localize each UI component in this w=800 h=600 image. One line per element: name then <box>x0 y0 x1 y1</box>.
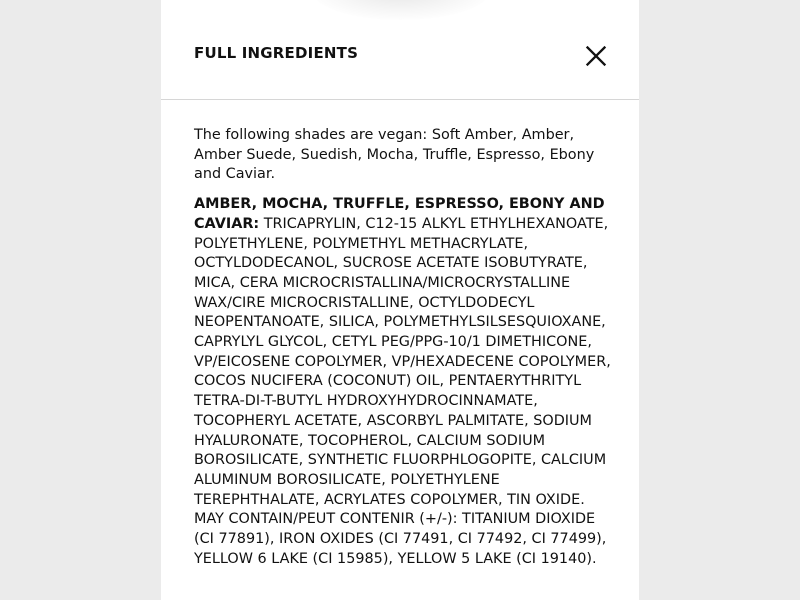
ingredients-list: TRICAPRYLIN, C12-15 ALKYL ETHYLHEXANOATE, POLYETHYLENE, POLYMETHYL METHACRYLATE, OCTYLDODECANOL, SUCROSE ACETATE ISOBUTYRATE, MICA, CERA MICROCRISTALLINA/MICROCRYSTALLINE WAX/CIRE MICROCRISTALLINE, OCTYLDODECYL NEOPENTANOATE, SILICA, POLYMETHYLSILSESQUIOXANE, CAPRYLYL GLYCOL, CETYL PEG/PPG-10/1 DIMETHICONE, VP/EICOSENE COPOLYMER, VP/HEXADECENE COPOLYMER, COCOS NUCIFERA (COCONUT) OIL, PENTAERYTHRITYL TETRA-DI-T-BUTYL HYDROXYHYDROCINNAMATE, TOCOPHERYL ACETATE, ASCORBYL PALMITATE, SODIUM HYALURONATE, TOCOPHEROL, CALCIUM SODIUM BOROSILICATE, SYNTHETIC FLUORPHLOGOPITE, CALCIUM ALUMINUM BOROSILICATE, POLYETHYLENE TEREPHTHALATE, ACRYLATES COPOLYMER, TIN OXIDE. MAY CONTAIN/PEUT CONTENIR (+/-): TITANIUM DIOXIDE (CI 77891), IRON OXIDES (CI 77491, CI 77492, CI 77499), YELLOW 6 LAKE (CI 15985), YELLOW 5 LAKE (CI 19140). <box>194 215 611 567</box>
ingredients-heading: AMBER, MOCHA, TRUFFLE, ESPRESSO, EBONY AND CAVIAR: <box>194 196 605 232</box>
close-icon <box>584 44 608 68</box>
header-divider <box>161 99 639 100</box>
close-button[interactable] <box>584 44 608 68</box>
ingredients-paragraph <box>194 195 614 569</box>
ingredients-modal <box>161 0 639 600</box>
vegan-note: The following shades are vegan: Soft Amber, Amber, Amber Suede, Suedish, Mocha, Truffle, Espresso, Ebony and Caviar. <box>194 127 595 183</box>
ingredients-content <box>194 126 614 569</box>
modal-title: FULL INGREDIENTS <box>194 44 359 62</box>
modal-header <box>161 0 639 99</box>
